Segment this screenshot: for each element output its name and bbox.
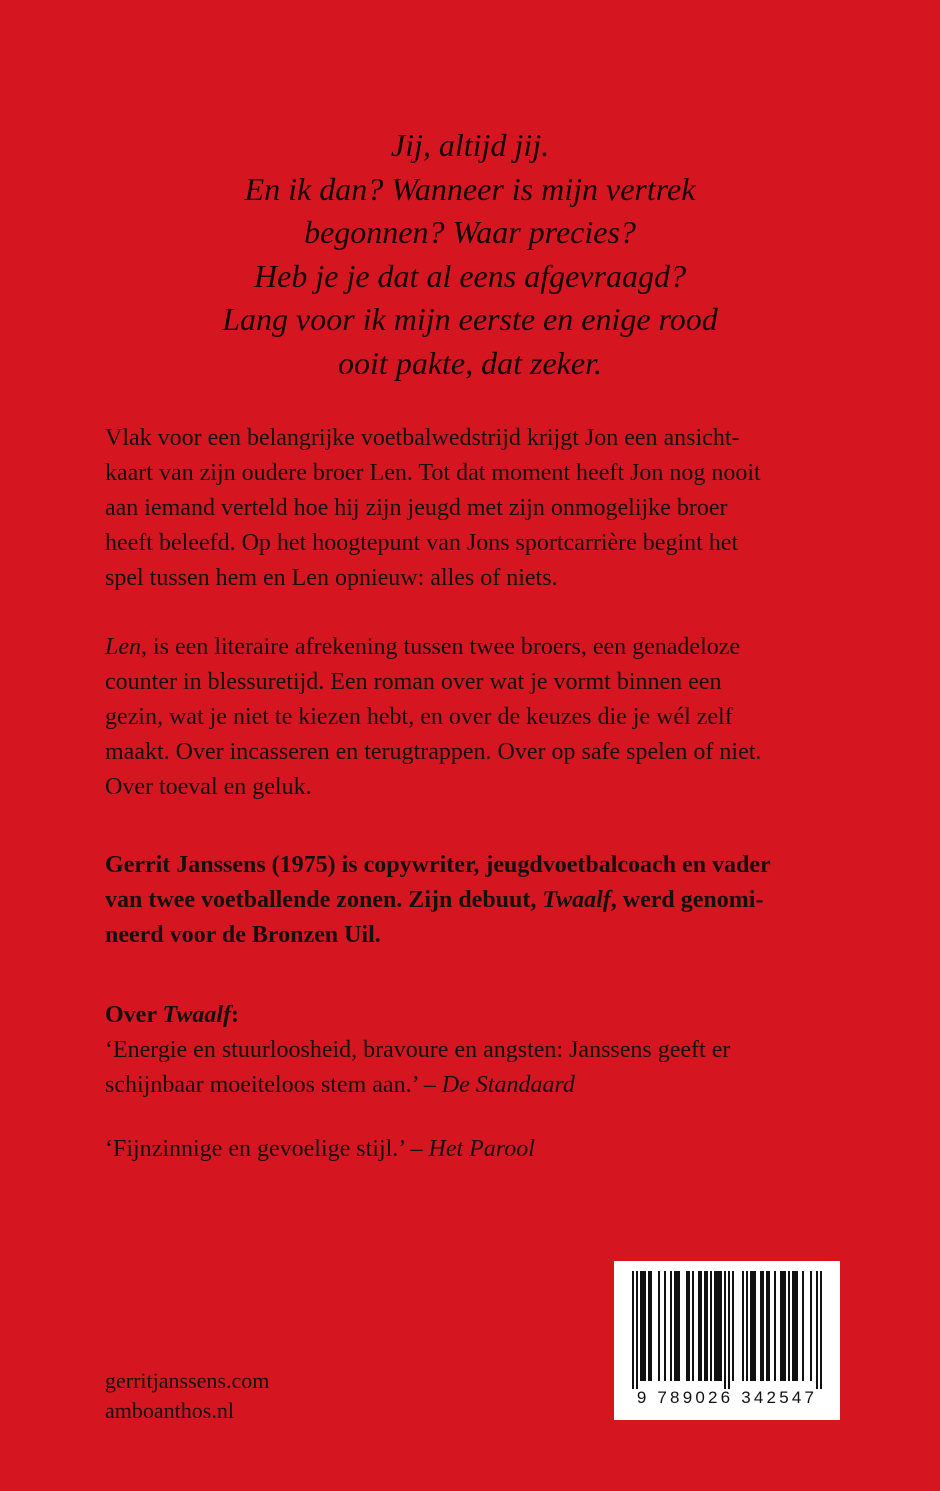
barcode-bar — [810, 1271, 812, 1381]
summary-line: aan iemand verteld hoe hij zijn jeugd met zijn onmogelijke broer — [105, 495, 728, 521]
barcode-bar — [714, 1271, 716, 1381]
barcode-bar — [782, 1271, 784, 1381]
barcode-bar — [728, 1271, 730, 1389]
barcode-bar — [724, 1271, 726, 1389]
barcode-bar — [704, 1271, 706, 1381]
publisher-website-link[interactable]: amboanthos.nl — [105, 1398, 234, 1423]
barcode-bar — [784, 1271, 786, 1381]
barcode-bar — [780, 1271, 782, 1381]
book-title: Len — [105, 634, 141, 660]
barcode-bar — [788, 1271, 790, 1381]
barcode-bar — [802, 1271, 804, 1381]
quote-line: Heb je je dat al eens afgevraagd? — [254, 257, 686, 294]
praise-quote-text: schijnbaar moeiteloos stem aan.’ – — [105, 1072, 442, 1098]
quote-line: begonnen? Waar precies? — [304, 214, 636, 250]
barcode-bar — [644, 1271, 646, 1381]
barcode-bar — [658, 1271, 660, 1381]
debut-title: Twaalf — [542, 887, 611, 913]
praise-source: De Standaard — [441, 1072, 575, 1098]
barcode-bar — [640, 1271, 642, 1381]
praise-heading-text: Over — [105, 1002, 163, 1028]
barcode-bar — [632, 1271, 634, 1389]
opening-quote — [0, 124, 940, 385]
barcode-bar — [768, 1271, 770, 1381]
praise-source: Het Parool — [428, 1136, 535, 1162]
barcode-bar — [760, 1271, 762, 1381]
description-line: Over toeval en geluk. — [105, 774, 312, 800]
praise-quote-line: ‘Energie en stuurloosheid, bravoure en angsten: Janssens geeft er — [105, 1037, 731, 1063]
barcode-bar — [766, 1271, 768, 1381]
barcode-bar — [750, 1271, 752, 1381]
barcode-bar — [746, 1271, 748, 1381]
barcode-bar — [688, 1271, 690, 1381]
barcode-bar — [636, 1271, 638, 1389]
summary-line: spel tussen hem en Len opnieuw: alles of niets. — [105, 565, 558, 591]
bio-line — [105, 883, 865, 918]
barcode-bar — [796, 1271, 798, 1381]
barcode-bar — [762, 1271, 764, 1381]
summary-line: Vlak voor een belangrijke voetbalwedstrijd krijgt Jon een ansicht- — [105, 425, 740, 451]
description-line: maakt. Over incasseren en terugtrappen. Over op safe spelen of niet. — [105, 739, 762, 765]
barcode-bar — [816, 1271, 818, 1389]
description-text: , is een literaire afrekening tussen twee broers, een genadeloze — [141, 634, 741, 660]
praise-quote-2 — [105, 1132, 865, 1167]
barcode-bar — [686, 1271, 688, 1381]
isbn-number: 9 789026 342547 — [636, 1388, 818, 1407]
barcode-bar — [674, 1271, 676, 1381]
barcode-bar — [732, 1271, 734, 1381]
barcode-bar — [794, 1271, 796, 1381]
barcode-bar — [720, 1271, 722, 1381]
praise-quote-line — [105, 1068, 865, 1103]
description-line — [105, 630, 865, 665]
barcode-bar — [820, 1271, 822, 1389]
barcode-bar — [710, 1271, 712, 1381]
barcode-bar — [692, 1271, 694, 1381]
barcode-bar — [642, 1271, 644, 1381]
barcode-bar — [752, 1271, 754, 1381]
barcode-bar — [650, 1271, 652, 1381]
author-website-link[interactable]: gerritjanssens.com — [105, 1368, 270, 1393]
barcode-bar — [700, 1271, 702, 1381]
barcode-bar — [774, 1271, 776, 1381]
barcode-bar — [792, 1271, 794, 1381]
barcode-bar — [742, 1271, 744, 1381]
barcode-bar — [716, 1271, 718, 1381]
description-line: gezin, wat je niet te kiezen hebt, en over de keuzes die je wél zelf — [105, 704, 733, 730]
bio-text: van twee voetballende zonen. Zijn debuut, — [105, 887, 543, 913]
praise-heading-colon: : — [230, 1002, 239, 1028]
description-line: counter in blessuretijd. Een roman over wat je vormt binnen een — [105, 669, 722, 695]
book-description — [105, 630, 865, 805]
isbn-barcode — [614, 1261, 840, 1420]
quote-line: En ik dan? Wanneer is mijn vertrek — [244, 170, 696, 207]
author-bio — [105, 848, 865, 953]
barcode-bar — [718, 1271, 720, 1381]
barcode-bar — [678, 1271, 680, 1381]
bio-text: , werd genomi- — [610, 887, 764, 913]
praise-quote-text: ‘Fijnzinnige en gevoelige stijl.’ – — [105, 1136, 429, 1162]
bio-line: neerd voor de Bronzen Uil. — [105, 922, 381, 948]
praise-quote-line — [105, 1132, 865, 1167]
bio-line: Gerrit Janssens (1975) is copywriter, jeugdvoetbalcoach en vader — [105, 852, 771, 878]
barcode-bar — [648, 1271, 650, 1381]
praise-heading-title: Twaalf — [162, 1002, 231, 1028]
barcode-bar — [670, 1271, 672, 1381]
quote-line: Jij, altijd jij. — [390, 127, 550, 163]
quote-line: ooit pakte, dat zeker. — [338, 344, 602, 381]
barcode-bar — [706, 1271, 708, 1381]
summary-line: heeft beleefd. Op het hoogtepunt van Jons sportcarrière begint het — [105, 530, 739, 556]
barcode-bar — [698, 1271, 700, 1381]
quote-line: Lang voor ik mijn eerste en enige rood — [222, 301, 718, 337]
summary-line: kaart van zijn oudere broer Len. Tot dat moment heeft Jon nog nooit — [105, 460, 761, 486]
praise-section — [105, 998, 865, 1103]
barcode-bar — [664, 1271, 666, 1381]
barcode-bar — [676, 1271, 678, 1381]
barcode-bar — [754, 1271, 756, 1381]
plot-summary — [105, 421, 865, 596]
praise-heading — [105, 998, 865, 1033]
